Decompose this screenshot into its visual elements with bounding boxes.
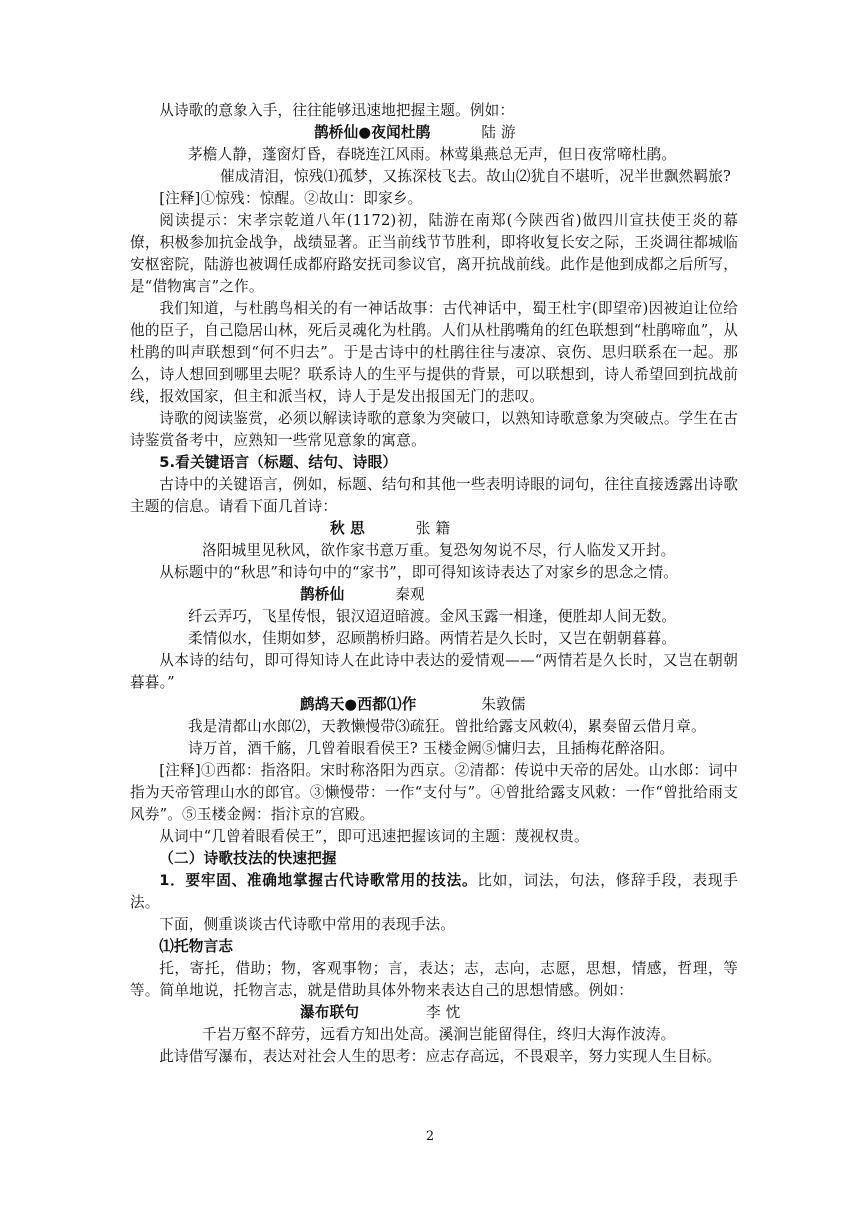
paragraph: 从词中“几曾着眼看侯王”，即可迅速把握该词的主题：蔑视权贵。 bbox=[159, 828, 589, 845]
page-content bbox=[130, 100, 738, 1068]
paragraph: 诗歌的阅读鉴赏，必须以解读诗歌的意象为突破口，以熟知诗歌意象为突破点。学生在古诗鉴赏备考中，应熟知一些常见意象的寓意。 bbox=[130, 410, 738, 449]
poem-title-line bbox=[130, 518, 738, 540]
poem-line: 洛阳城里见秋风，欲作家书意万重。复恐匆匆说不尽，行人临发又开封。 bbox=[202, 542, 676, 559]
paragraph bbox=[130, 870, 738, 914]
annotation: [注释]①惊残：惊醒。②故山：即家乡。 bbox=[159, 190, 423, 207]
poem-title: 鹊桥仙●夜闻杜鹃 bbox=[314, 124, 431, 141]
poem-line: 诗万首，酒千觞，几曾着眼看侯王? 玉楼金阙⑤慵归去，且插梅花醉洛阳。 bbox=[188, 740, 675, 757]
poem-title-line bbox=[130, 694, 738, 716]
paragraph: 从本诗的结句，即可得知诗人在此诗中表达的爱情观——“两情若是久长时，又岂在朝朝暮暮。” bbox=[130, 652, 738, 691]
paragraph: 阅读提示：宋孝宗乾道八年(1172)初，陆游在南郑(今陕西省)做四川宣扶使王炎的幕僚，积极参加抗金战争，战绩显著。正当前线节节胜利，即将收复长安之际，王炎调往都城临安枢密院，陆游也被调任成都府路安抚司参议官，离开抗战前线。此作是他到成都之后所写，是“借物寓言”之作。 bbox=[130, 212, 738, 295]
annotation: [注释]①西都：指洛阳。宋时称洛阳为西京。②清都：传说中天帝的居处。山水郎：词中指为天帝管理山水的郎官。③懒慢带：一作“支付与”。④曾批给露支风敕：一作“曾批给雨支风券”。⑤玉楼金阙：指汴京的宫殿。 bbox=[130, 762, 738, 823]
paragraph: 下面，侧重谈谈古代诗歌中常用的表现手法。 bbox=[159, 916, 456, 933]
section-heading: 5.看关键语言（标题、结句、诗眼） bbox=[159, 454, 398, 471]
poem-author: 张 籍 bbox=[415, 520, 451, 537]
poem-line: 催成清泪，惊残⑴孤梦，又拣深枝飞去。故山⑵犹自不堪听，况半世飘然羁旅? bbox=[220, 168, 732, 185]
paragraph: 从标题中的“秋思”和诗句中的“家书”，即可得知该诗表达了对家乡的思念之情。 bbox=[159, 564, 679, 581]
poem-title-line bbox=[130, 122, 738, 144]
poem-title: 瀑布联句 bbox=[300, 1004, 360, 1021]
poem-title: 秋 思 bbox=[330, 520, 365, 537]
poem-line: 柔情似水，佳期如梦，忍顾鹊桥归路。两情若是久长时，又岂在朝朝暮暮。 bbox=[188, 630, 677, 647]
lead-heading: 1．要牢固、准确地掌握古代诗歌常用的技法。 bbox=[159, 872, 478, 889]
poem-author: 朱敦儒 bbox=[481, 696, 526, 713]
poem-title: 鹧鸪天●西都⑴作 bbox=[300, 696, 417, 713]
poem-line: 纤云弄巧，飞星传恨，银汉迢迢暗渡。金风玉露一相逢，便胜却人间无数。 bbox=[188, 608, 677, 625]
poem-title-line bbox=[130, 1002, 738, 1024]
page-number: 2 bbox=[425, 1129, 435, 1144]
poem-line: 千岩万壑不辞劳，远看方知出处高。溪涧岂能留得住，终归大海作波涛。 bbox=[202, 1026, 676, 1043]
subsection-heading: ⑴托物言志 bbox=[159, 938, 234, 955]
paragraph: 古诗中的关键语言，例如，标题、结句和其他一些表明诗眼的词句，往往直接透露出诗歌主题的信息。请看下面几首诗： bbox=[130, 476, 738, 515]
lead-text: 比如，词法，句法，修辞手段，表现手法。 bbox=[130, 872, 739, 911]
section-heading: （二）诗歌技法的快速把握 bbox=[159, 850, 337, 867]
poem-title: 鹊桥仙 bbox=[300, 586, 345, 603]
paragraph: 此诗借写瀑布，表达对社会人生的思考：应志存高远，不畏艰辛，努力实现人生目标。 bbox=[159, 1048, 722, 1065]
poem-line: 我是清都山水郎⑵，天教懒慢带⑶疏狂。曾批给露支风敕⑷，累奏留云借月章。 bbox=[188, 718, 706, 735]
poem-author: 陆 游 bbox=[481, 124, 516, 141]
poem-author: 秦观 bbox=[395, 586, 425, 603]
poem-author: 李 忱 bbox=[426, 1004, 461, 1021]
paragraph: 托，寄托，借助；物，客观事物；言，表达；志，志向，志愿，思想，情感，哲理，等等。简单地说，托物言志，就是借助具体外物来表达自己的思想情感。例如： bbox=[130, 960, 738, 999]
poem-title-line bbox=[130, 584, 738, 606]
poem-line: 茅檐人静，蓬窗灯昏，春晓连江风雨。林莺巢燕总无声，但日夜常啼杜鹃。 bbox=[188, 146, 677, 163]
paragraph: 我们知道，与杜鹃鸟相关的有一神话故事：古代神话中，蜀王杜宇(即望帝)因被迫让位给他的臣子，自己隐居山林，死后灵魂化为杜鹃。人们从杜鹃嘴角的红色联想到“杜鹃啼血”，从杜鹃的叫声联想到“何不归去”。于是古诗中的杜鹃往往与凄凉、哀伤、思归联系在一起。那么，诗人想回到哪里去呢？联系诗人的生平与提供的背景，可以联想到，诗人希望回到抗战前线，报效国家，但主和派当权，诗人于是发出报国无门的悲叹。 bbox=[130, 300, 738, 405]
paragraph: 从诗歌的意象入手，往往能够迅速地把握主题。例如： bbox=[159, 102, 515, 119]
